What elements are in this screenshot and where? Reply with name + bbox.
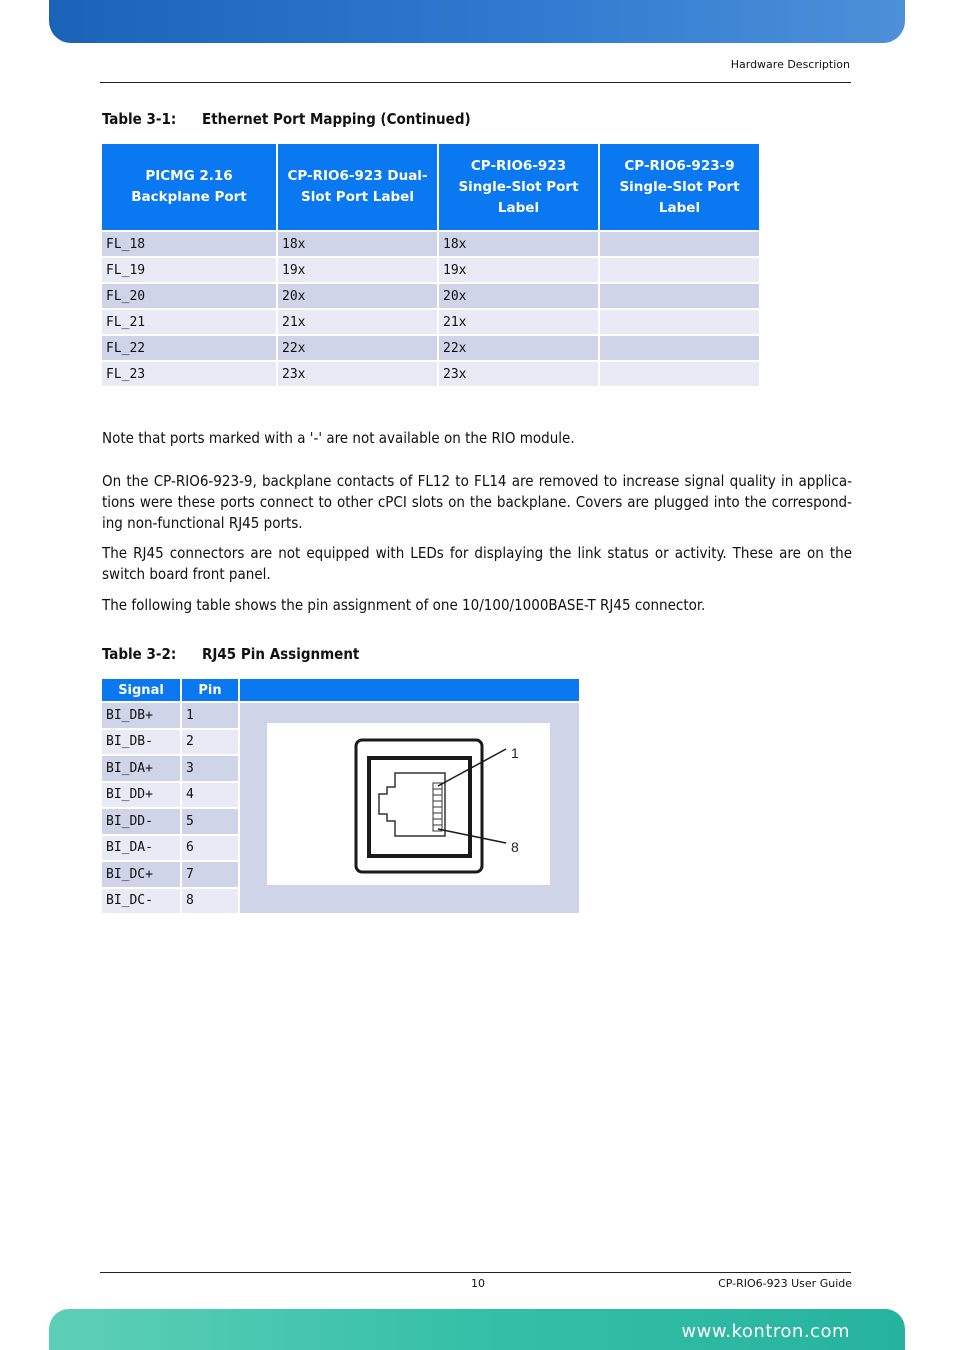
signal-cell: BI_DC- bbox=[102, 889, 180, 914]
header-divider bbox=[100, 82, 851, 83]
table2-caption-number: Table 3-2: bbox=[102, 645, 177, 663]
signal-cell: BI_DA- bbox=[102, 836, 180, 861]
signal-cell: BI_DD- bbox=[102, 809, 180, 834]
body-paragraph: The RJ45 connectors are not equipped with LEDs for displaying the link status or activity. These are on the switch board front panel. bbox=[102, 544, 852, 583]
table-row bbox=[102, 310, 759, 334]
table-cell: FL_21 bbox=[102, 310, 276, 334]
table-row bbox=[102, 258, 759, 282]
ethernet-port-mapping-table bbox=[100, 142, 761, 388]
page-number: 10 bbox=[471, 1277, 485, 1290]
table-cell: 23x bbox=[439, 362, 598, 386]
top-banner bbox=[49, 0, 905, 43]
column-header: Signal bbox=[102, 679, 180, 701]
signal-cell: BI_DD+ bbox=[102, 783, 180, 808]
table-cell bbox=[600, 258, 759, 282]
body-paragraph: On the CP-RIO6-923-9, backplane contacts of FL12 to FL14 are removed to increase signal quality in applica-tions were these ports connect to other cPCI slots on the backplane. Covers are plugged into the correspond-ing non-functional RJ45 ports. bbox=[102, 472, 852, 532]
table-row bbox=[102, 703, 579, 728]
table-cell bbox=[600, 336, 759, 360]
column-header: CP-RIO6-923 Dual-Slot Port Label bbox=[278, 144, 437, 230]
guide-title: CP-RIO6-923 User Guide bbox=[718, 1277, 852, 1290]
table-cell: FL_20 bbox=[102, 284, 276, 308]
column-header: CP-RIO6-923-9 Single-Slot Port Label bbox=[600, 144, 759, 230]
table-row bbox=[102, 232, 759, 256]
column-header: PICMG 2.16 Backplane Port bbox=[102, 144, 276, 230]
table2-caption-title: RJ45 Pin Assignment bbox=[202, 645, 360, 663]
table-cell: FL_18 bbox=[102, 232, 276, 256]
signal-cell: BI_DC+ bbox=[102, 862, 180, 887]
table-cell: 21x bbox=[278, 310, 437, 334]
table2-caption bbox=[102, 645, 359, 663]
pin-cell: 8 bbox=[182, 889, 238, 914]
connector-figure-cell bbox=[240, 703, 579, 913]
table-cell bbox=[600, 310, 759, 334]
pin-cell: 5 bbox=[182, 809, 238, 834]
table-cell: 21x bbox=[439, 310, 598, 334]
column-header: Pin bbox=[182, 679, 238, 701]
table-header-row bbox=[102, 144, 759, 230]
pin1-label: 1 bbox=[511, 745, 519, 761]
table-cell: FL_19 bbox=[102, 258, 276, 282]
table-cell bbox=[600, 362, 759, 386]
table-cell: 20x bbox=[439, 284, 598, 308]
rj45-connector-diagram bbox=[240, 703, 573, 909]
table1-caption bbox=[102, 110, 471, 128]
website-link[interactable]: www.kontron.com bbox=[681, 1321, 850, 1342]
table1-caption-number: Table 3-1: bbox=[102, 110, 177, 128]
body-paragraph: The following table shows the pin assignment of one 10/100/1000BASE-T RJ45 connector. bbox=[102, 596, 706, 614]
table-header-row bbox=[102, 679, 579, 701]
running-header: Hardware Description bbox=[730, 58, 850, 71]
table-cell: 18x bbox=[439, 232, 598, 256]
table-cell: FL_23 bbox=[102, 362, 276, 386]
table-row bbox=[102, 336, 759, 360]
signal-cell: BI_DA+ bbox=[102, 756, 180, 781]
pin-cell: 7 bbox=[182, 862, 238, 887]
figure-background bbox=[267, 723, 550, 885]
table-cell: 22x bbox=[439, 336, 598, 360]
pin-cell: 1 bbox=[182, 703, 238, 728]
signal-cell: BI_DB+ bbox=[102, 703, 180, 728]
note-paragraph: Note that ports marked with a '-' are not available on the RIO module. bbox=[102, 429, 575, 447]
table-cell bbox=[600, 232, 759, 256]
pin-cell: 3 bbox=[182, 756, 238, 781]
table-cell: 19x bbox=[439, 258, 598, 282]
table1-caption-title: Ethernet Port Mapping (Continued) bbox=[202, 110, 471, 128]
table-cell bbox=[600, 284, 759, 308]
table-cell: 22x bbox=[278, 336, 437, 360]
table-cell: 20x bbox=[278, 284, 437, 308]
table-row bbox=[102, 284, 759, 308]
footer-divider bbox=[100, 1272, 851, 1273]
pin8-label: 8 bbox=[511, 839, 519, 855]
table-row bbox=[102, 362, 759, 386]
pin-cell: 4 bbox=[182, 783, 238, 808]
column-header bbox=[240, 679, 579, 701]
table-cell: 18x bbox=[278, 232, 437, 256]
pin-cell: 2 bbox=[182, 730, 238, 755]
table-cell: 23x bbox=[278, 362, 437, 386]
rj45-pin-assignment-table bbox=[100, 677, 581, 915]
column-header: CP-RIO6-923 Single-Slot Port Label bbox=[439, 144, 598, 230]
table-cell: 19x bbox=[278, 258, 437, 282]
signal-cell: BI_DB- bbox=[102, 730, 180, 755]
table-cell: FL_22 bbox=[102, 336, 276, 360]
pin-cell: 6 bbox=[182, 836, 238, 861]
